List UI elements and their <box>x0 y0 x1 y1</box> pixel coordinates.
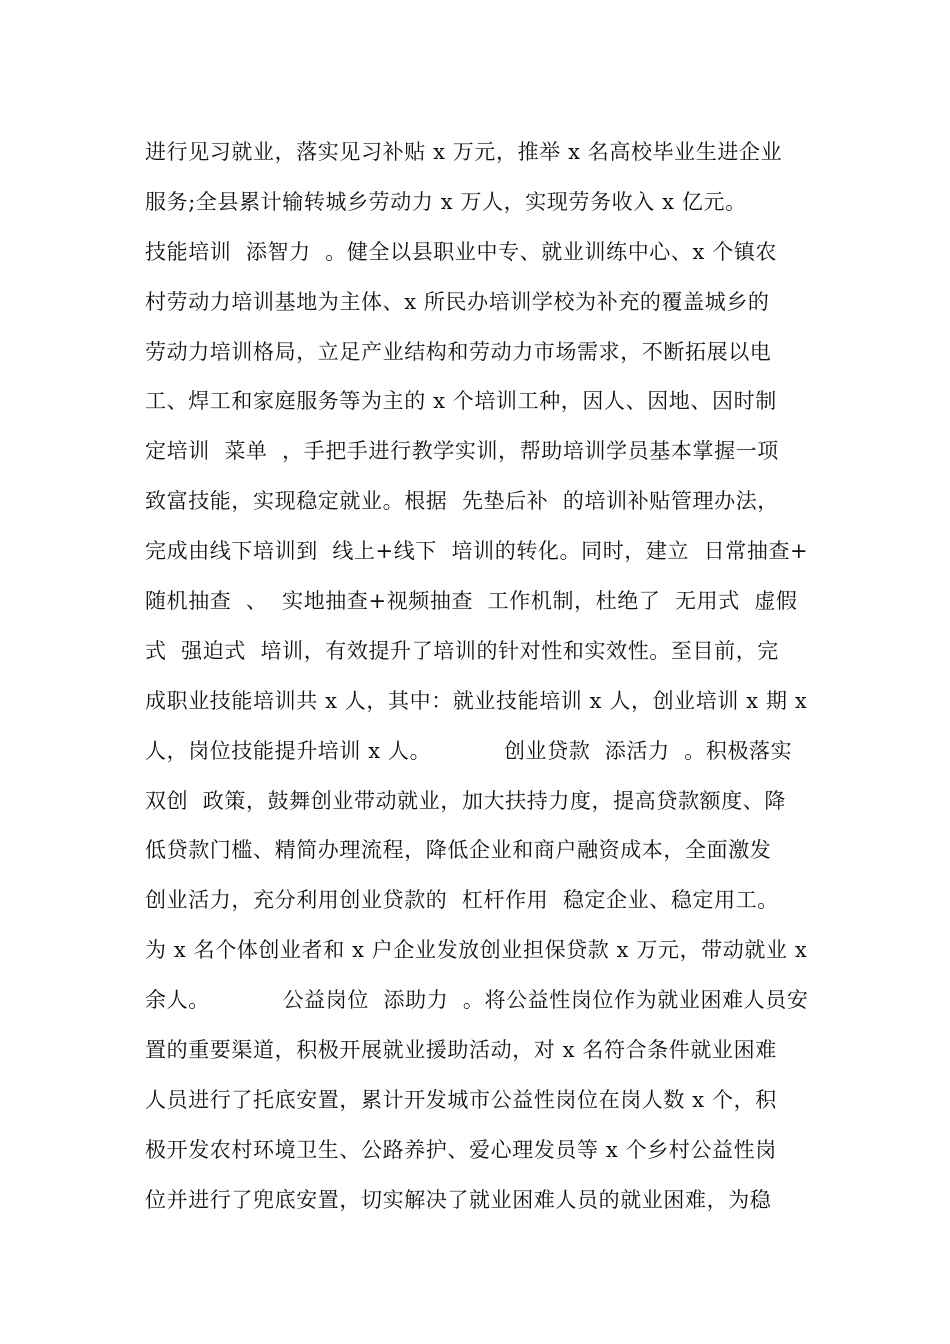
text-line: 成职业技能培训共 x 人，其中：就业技能培训 x 人，创业培训 x 期 x <box>145 688 808 713</box>
text-line: 低贷款门槛、精简办理流程，降低企业和商户融资成本，全面激发 <box>145 838 772 863</box>
text-line: 双创 政策，鼓舞创业带动就业，加大扶持力度，提高贷款额度、降 <box>145 788 786 813</box>
text-line: 随机抽查 、 实地抽查+视频抽查 工作机制，杜绝了 无用式 虚假 <box>145 589 798 614</box>
text-line: 服务;全县累计输转城乡劳动力 x 万人，实现劳务收入 x 亿元。 <box>145 189 747 214</box>
text-line: 为 x 名个体创业者和 x 户企业发放创业担保贷款 x 万元，带动就业 x <box>145 938 808 963</box>
text-line: 村劳动力培训基地为主体、x 所民办培训学校为补充的覆盖城乡的 <box>145 289 770 314</box>
text-line: 式 强迫式 培训，有效提升了培训的针对性和实效性。至目前，完 <box>145 638 779 663</box>
text-line: 余人。 公益岗位 添助力 。将公益性岗位作为就业困难人员安 <box>145 988 809 1013</box>
text-line: 完成由线下培训到 线上+线下 培训的转化。同时，建立 日常抽查+ <box>145 539 809 564</box>
text-line: 置的重要渠道，积极开展就业援助活动，对 x 名符合条件就业困难 <box>145 1038 777 1063</box>
text-line: 技能培训 添智力 。健全以县职业中专、就业训练中心、x 个镇农 <box>145 239 778 264</box>
text-line: 极开发农村环境卫生、公路养护、爱心理发员等 x 个乡村公益性岗 <box>145 1137 777 1162</box>
document-body <box>145 132 815 1230</box>
text-line: 人，岗位技能提升培训 x 人。 创业贷款 添活力 。积极落实 <box>145 738 793 763</box>
text-line: 位并进行了兜底安置，切实解决了就业困难人员的就业困难，为稳 <box>145 1187 772 1212</box>
text-line: 劳动力培训格局，立足产业结构和劳动力市场需求，不断拓展以电 <box>145 339 772 364</box>
text-line: 人员进行了托底安置，累计开发城市公益性岗位在岗人数 x 个，积 <box>145 1087 777 1112</box>
text-line: 创业活力，充分利用创业贷款的 杠杆作用 稳定企业、稳定用工。 <box>145 888 779 913</box>
text-line: 定培训 菜单 ，手把手进行教学实训，帮助培训学员基本掌握一项 <box>145 439 779 464</box>
text-line: 进行见习就业，落实见习补贴 x 万元，推举 x 名高校毕业生进企业 <box>145 140 783 164</box>
text-line: 致富技能，实现稳定就业。根据 先垫后补 的培训补贴管理办法， <box>145 489 779 514</box>
text-line: 工、焊工和家庭服务等为主的 x 个培训工种，因人、因地、因时制 <box>145 389 777 414</box>
